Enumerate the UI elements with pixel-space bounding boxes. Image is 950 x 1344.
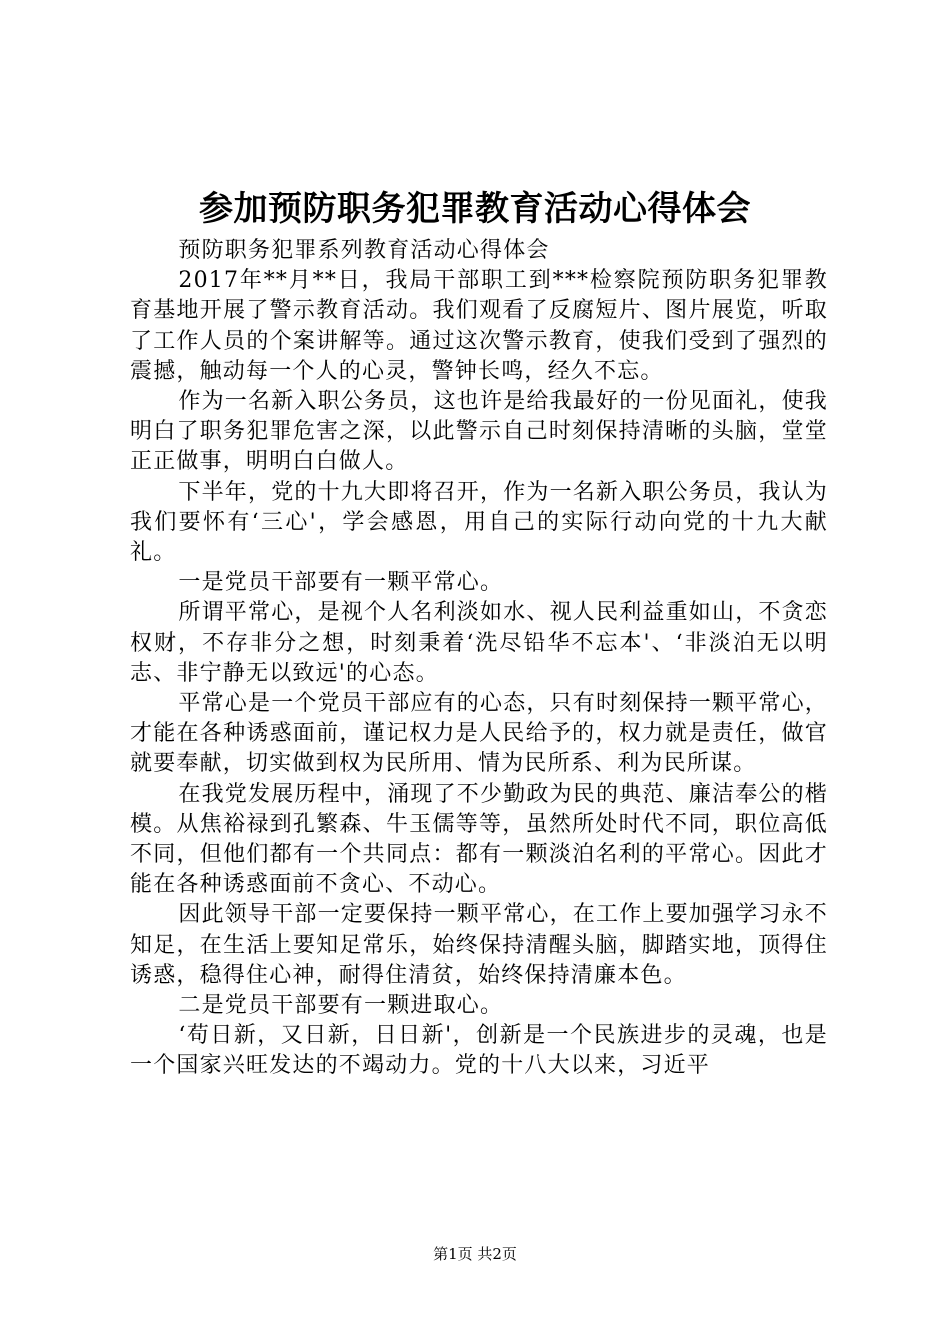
document-body: [130, 236, 828, 1082]
section-heading: 二是党员干部要有一颗进取心。: [178, 993, 504, 1019]
paragraph: 2017年**月**日，我局干部职工到***检察院预防职务犯罪教育基地开展了警示教育活动。我们观看了反腐短片、图片展览，听取了工作人员的个案讲解等。通过这次警示教育，使我们受到了强烈的震撼，触动每一个人的心灵，警钟长鸣，经久不忘。: [130, 268, 828, 384]
paragraph: 因此领导干部一定要保持一颗平常心，在工作上要加强学习永不知足，在生活上要知足常乐，始终保持清醒头脑，脚踏实地，顶得住诱惑，稳得住心神，耐得住清贫，始终保持清廉本色。: [130, 902, 828, 988]
document-title: 参加预防职务犯罪教育活动心得体会: [199, 189, 751, 229]
paragraph: 作为一名新入职公务员，这也许是给我最好的一份见面礼，使我明白了职务犯罪危害之深，以此警示自己时刻保持清晰的头脑，堂堂正正做事，明明白白做人。: [130, 389, 828, 475]
page-footer: 第1页 共2页: [433, 1245, 517, 1263]
paragraph: 所谓平常心，是视个人名利淡如水、视人民利益重如山，不贪恋权财，不存非分之想，时刻秉着‘洗尽铅华不忘本'、‘非淡泊无以明志、非宁静无以致远'的心态。: [130, 600, 828, 686]
section-heading: 一是党员干部要有一颗平常心。: [178, 570, 504, 596]
paragraph: 平常心是一个党员干部应有的心态，只有时刻保持一颗平常心，才能在各种诱惑面前，谨记权力是人民给予的，权力就是责任，做官就要奉献，切实做到权为民所用、情为民所系、利为民所谋。: [130, 691, 828, 777]
paragraph: 下半年，党的十九大即将召开，作为一名新入职公务员，我认为我们要怀有‘三心'，学会感恩，用自己的实际行动向党的十九大献礼。: [130, 479, 828, 566]
paragraph-subtitle: 预防职务犯罪系列教育活动心得体会: [178, 238, 550, 263]
paragraph: 在我党发展历程中，涌现了不少勤政为民的典范、廉洁奉公的楷模。从焦裕禄到孔繁森、牛玉儒等等，虽然所处时代不同，职位高低不同，但他们都有一个共同点：都有一颗淡泊名利的平常心。因此才能在各种诱惑面前不贪心、不动心。: [130, 781, 828, 898]
paragraph: ‘苟日新，又日新，日日新'，创新是一个民族进步的灵魂，也是一个国家兴旺发达的不竭动力。党的十八大以来，习近平: [130, 1023, 828, 1079]
